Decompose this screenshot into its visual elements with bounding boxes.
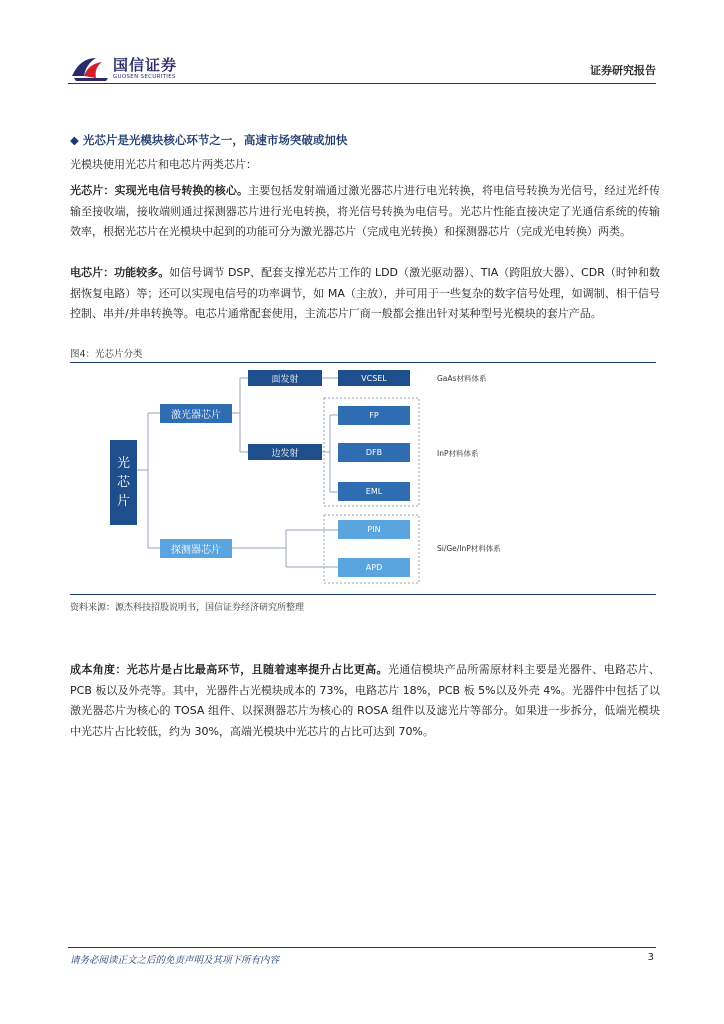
brand-name-cn: 国信证券 (113, 56, 178, 74)
surface-emitting-node: 面发射 (248, 370, 322, 386)
optical-lead: 光芯片：实现光电信号转换的核心。 (70, 184, 249, 197)
dfb-node: DFB (338, 443, 410, 462)
apd-node: APD (338, 558, 410, 577)
figure-bottom-rule (70, 594, 656, 595)
optical-chip-root (110, 440, 137, 525)
cost-lead: 成本角度：光芯片是占比最高环节，且随着速率提升占比更高。 (70, 663, 388, 676)
intro-paragraph: 光模块使用光芯片和电芯片两类芯片： (70, 158, 257, 171)
fp-node: FP (338, 406, 410, 425)
pin-node: PIN (338, 520, 410, 539)
root-char-2: 芯 (116, 475, 130, 490)
eml-node: EML (338, 482, 410, 501)
electric-body: 如信号调节 DSP、配套支撑光芯片工作的 LDD（激光驱动器）、TIA（跨阻放大器）、CDR（时钟和数据恢复电路）等；还可以实现电信号的功率调节，如 MA（主放），并可用于一些复杂的数字信号处理，如调制、相干信号控制、串并/并串转换等。电芯片通常配套使用，主流芯片厂商一般都会推出针对某种型号光模块的套片产品。 (70, 266, 660, 320)
cost-paragraph (70, 660, 660, 742)
figure-caption: 图4：光芯片分类 (70, 349, 143, 360)
footer-divider (68, 947, 656, 948)
page-number: 3 (647, 952, 654, 963)
inp-material-label: InP材料体系 (437, 449, 479, 458)
si-ge-inp-material-label: Si/Ge/InP材料体系 (437, 544, 501, 553)
root-char-3: 片 (116, 494, 130, 509)
vcsel-node: VCSEL (338, 370, 410, 386)
brand-name-en: GUOSEN SECURITIES (113, 74, 176, 80)
electric-lead: 电芯片：功能较多。 (70, 266, 170, 279)
footer-disclaimer: 请务必阅读正文之后的免责声明及其项下所有内容 (70, 955, 280, 966)
diamond-bullet-icon: ◆ (70, 133, 79, 147)
edge-emitting-node: 边发射 (248, 444, 322, 460)
root-char-1: 光 (116, 456, 130, 471)
laser-chip-node: 激光器芯片 (160, 404, 232, 423)
detector-chip-node: 探测器芯片 (160, 539, 232, 558)
section-title-text: 光芯片是光模块核心环节之一，高速市场突破或加快 (82, 133, 348, 147)
optical-body: 主要包括发射端通过激光器芯片进行电光转换，将电信号转换为光信号，经过光纤传输至接收端，接收端则通过探测器芯片进行光电转换，将光信号转换为电信号。光芯片性能直接决定了光通信系统的传输效率，根据光芯片在光模块中起到的功能可分为激光器芯片（完成电光转换）和探测器芯片（完成光电转换）两类。 (70, 184, 660, 238)
cost-body: 光通信模块产品所需原材料主要是光器件、电路芯片、PCB 板以及外壳等。其中，光器件占光模块成本的 73%，电路芯片 18%，PCB 板 5%以及外壳 4%。光器件中包括了以激光器芯片为核心的 TOSA 组件、以探测器芯片为核心的 ROSA 组件以及滤光片等部分。如果进一步拆分，低端光模块中光芯片占比较低，约为 30%，高端光模块中光芯片的占比可达到 70%。 (70, 663, 661, 738)
gaas-material-label: GaAs材料体系 (437, 374, 487, 383)
report-type: 证券研究报告 (590, 64, 656, 77)
figure-source: 资料来源：源杰科技招股说明书，国信证券经济研究所整理 (70, 603, 305, 613)
